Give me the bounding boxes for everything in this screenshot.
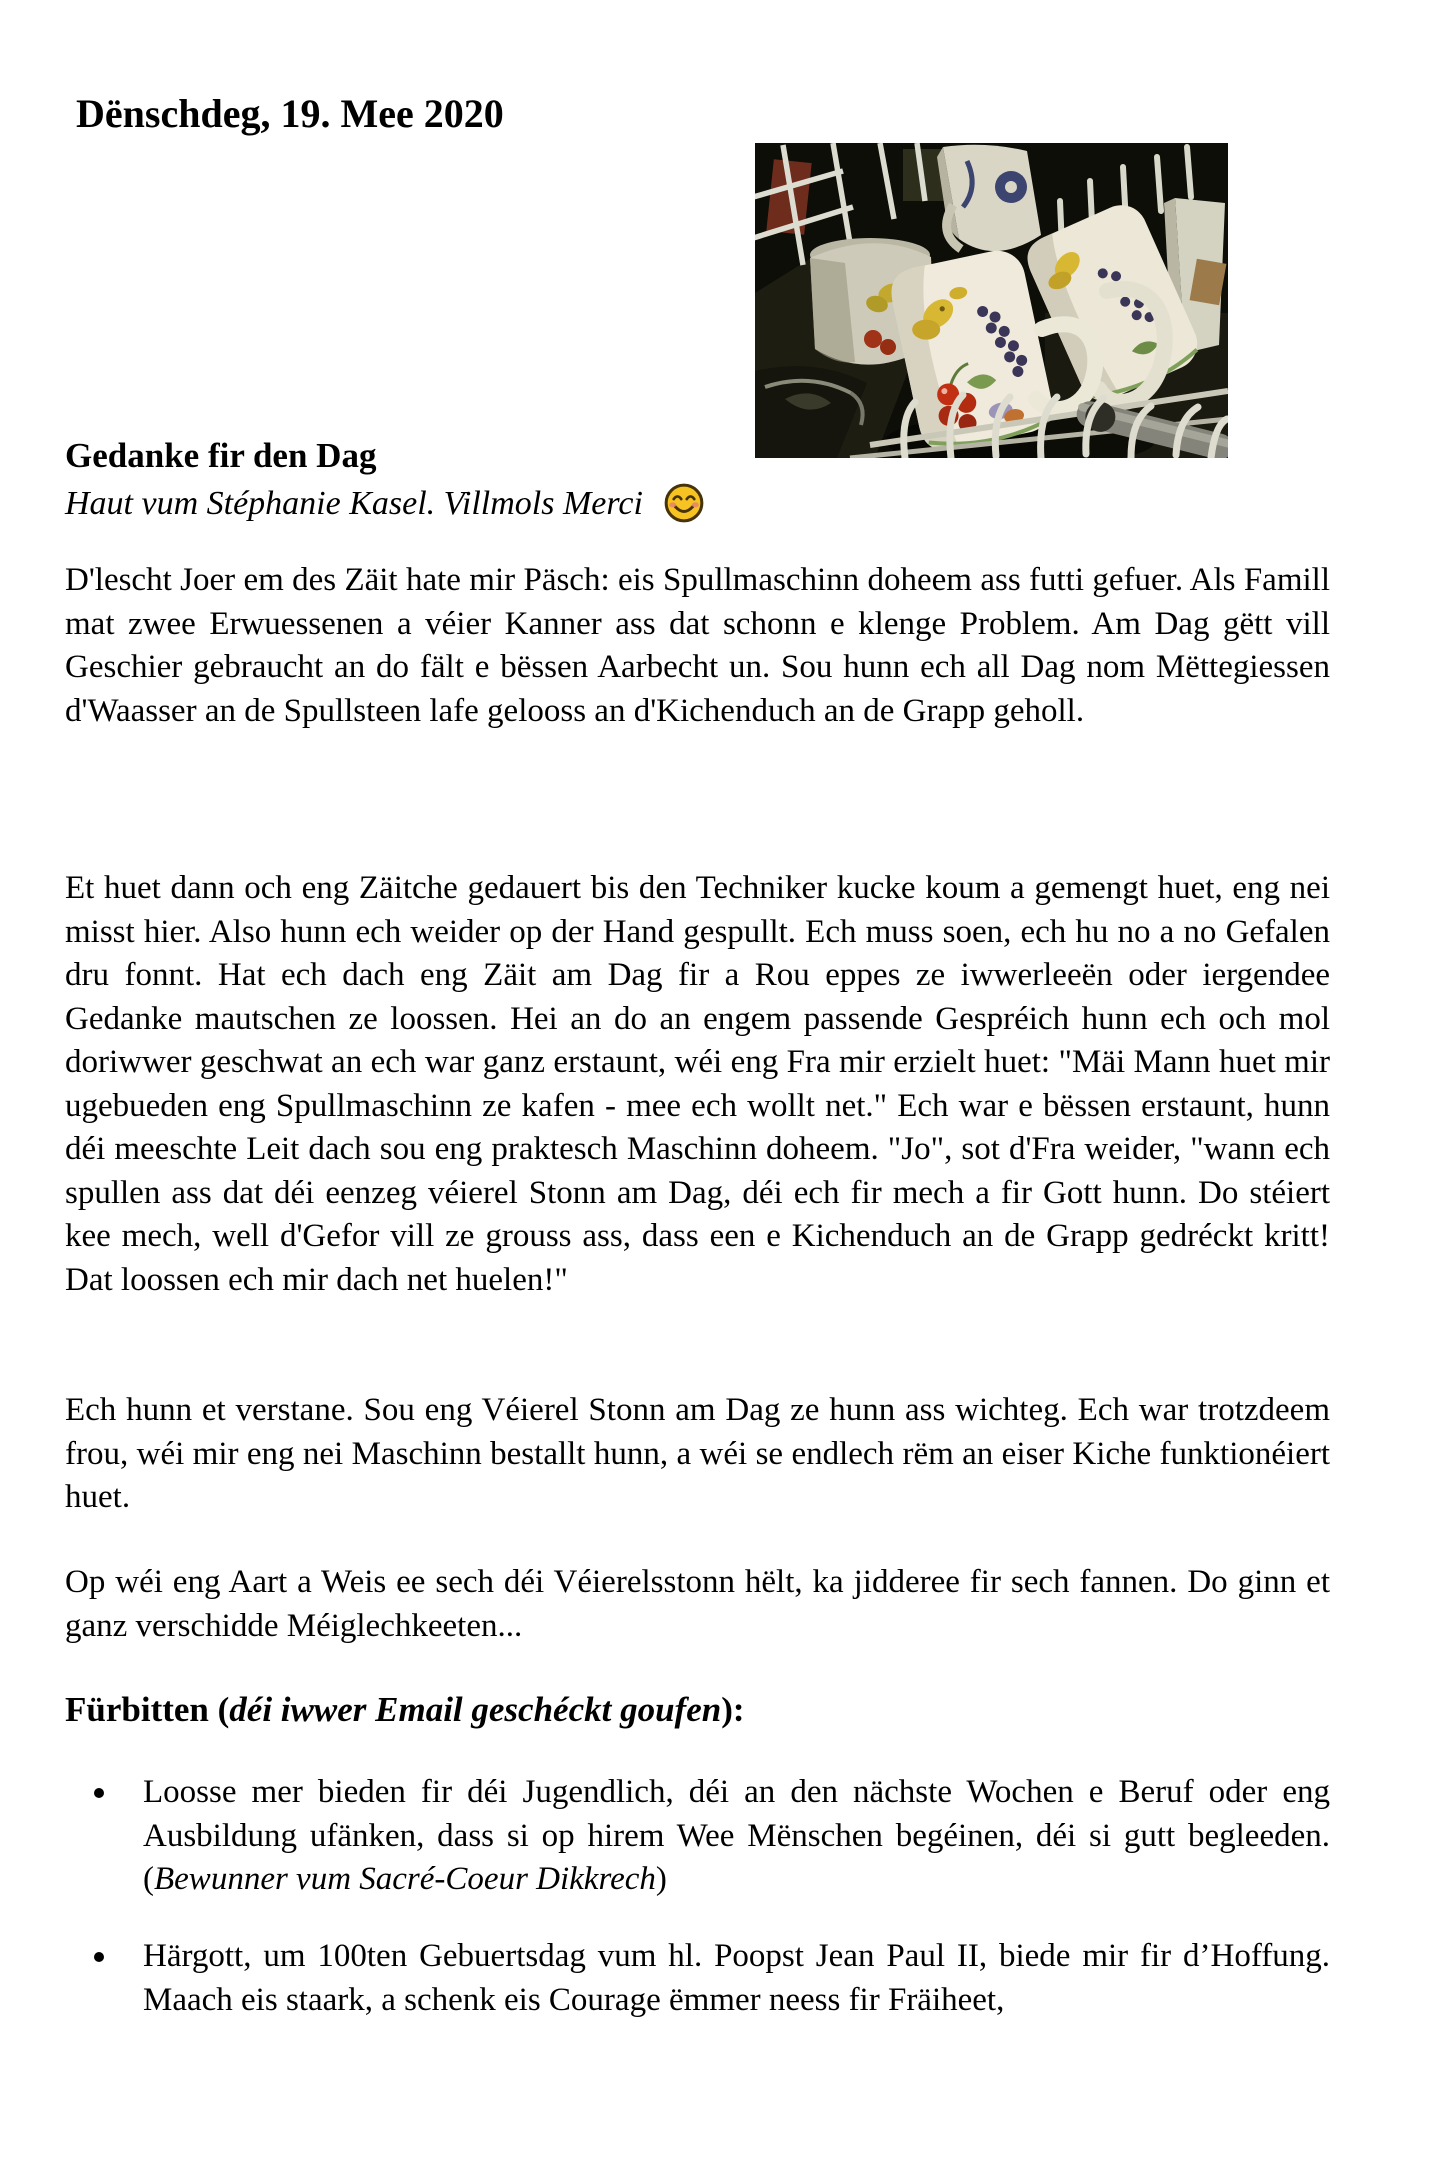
byline [65, 482, 705, 526]
byline-text: Haut vum Stéphanie Kasel. Villmols Merci [65, 485, 643, 522]
list-item-1 [65, 1771, 1330, 1902]
section-heading: Gedanke fir den Dag [65, 436, 377, 475]
mugs-in-dishwasher-photo [755, 143, 1228, 458]
paragraph-1: D'lescht Joer em des Zäit hate mir Päsch: eis Spullmaschinn doheem ass futti gefuer. Als Famill mat zwee Erwuessenen a véier Kanner ass dat schonn e klenge Problem. Am Dag gëtt vill Geschier gebraucht an do fält e bëssen Aarbecht un. Sou hunn ech all Dag nom Mëttegiessen d'Waasser an de Spullsteen lafe gelooss an d'Kichenduch an de Grapp geholl. [65, 562, 1330, 729]
date-heading: Dënschdeg, 19. Mee 2020 [76, 91, 504, 136]
intercessions-heading-close: ): [721, 1690, 745, 1729]
bullet-marker [94, 1952, 104, 1962]
list-item-1-source: Bewunner vum Sacré-Coeur Dikkrech [154, 1861, 656, 1897]
bullet-marker [94, 1788, 104, 1798]
list-item-2 [65, 1935, 1330, 2022]
paragraph-2: Et huet dann och eng Zäitche gedauert bis den Techniker kucke koum a gemengt huet, eng nei misst hier. Also hunn ech weider op der Hand gespullt. Ech muss soen, ech hu no a no Gefalen dru fonnt. Hat ech dach eng Zäit am Dag fir a Rou eppes ze iwwerleeën oder iergendee Gedanke mautschen ze loossen. Hei an do an engem passende Gespréich hunn ech och mol doriwwer geschwat an ech war ganz erstaunt, wéi eng Fra mir erzielt huet: "Mäi Mann huet mir ugebueden eng Spullmaschinn ze kafen - mee ech wollt net." Ech war e bëssen erstaunt, hunn déi meeschte Leit dach sou eng praktesch Maschinn doheem. "Jo", sot d'Fra weider, "wann ech spullen ass dat déi eenzeg véierel Stonn am Dag, déi ech fir mech a fir Gott hunn. Do stéiert kee mech, well d'Gefor vill ze grouss ass, dass een e Kichenduch an de Grapp gedréckt kritt! Dat loossen ech mir dach net huelen!" [65, 870, 1330, 1298]
smiling-face-icon [663, 482, 705, 524]
list-item-1-text: Loosse mer bieden fir déi Jugendlich, déi an den nächste Wochen e Beruf oder eng Ausbildung ufänken, dass si op hirem Wee Mënschen begéinen, déi si gutt begleeden. ( [143, 1774, 1330, 1897]
list-item-1-close-paren: ) [655, 1861, 667, 1897]
intercessions-heading-italic: déi iwwer Email geschéckt goufen [229, 1690, 722, 1729]
intercessions-heading-open: Fürbitten ( [65, 1690, 230, 1729]
paragraph-3: Ech hunn et verstane. Sou eng Véierel Stonn am Dag ze hunn ass wichteg. Ech war trotzdeem frou, wéi mir eng nei Maschinn bestallt hunn, a wéi se endlech rëm an eiser Kiche funktionéiert huet. [65, 1392, 1330, 1515]
paragraph-4: Op wéi eng Aart a Weis ee sech déi Véierelsstonn hëlt, ka jidderee fir sech fannen. Do ginn et ganz verschidde Méiglechkeeten... [65, 1564, 1330, 1644]
list-item-2-text: Härgott, um 100ten Gebuertsdag vum hl. Poopst Jean Paul II, biede mir fir d’Hoffung. Maach eis staark, a schenk eis Courage ëmmer neess fir Fräiheet, [143, 1938, 1330, 2018]
intercessions-heading [65, 1688, 745, 1732]
dishwasher-photo-graphic [755, 143, 1228, 458]
